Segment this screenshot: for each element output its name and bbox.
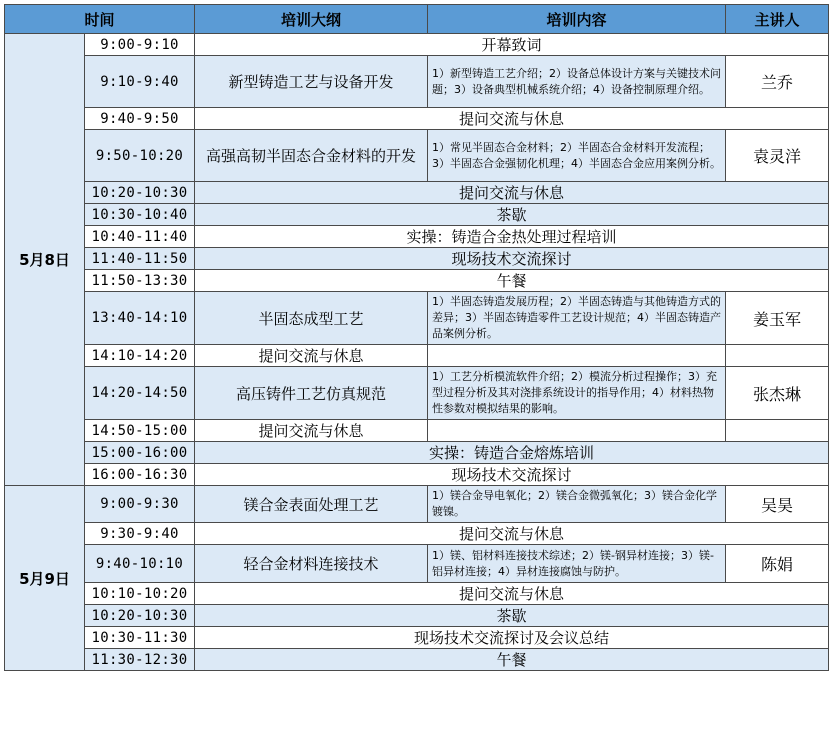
time-cell: 11:30-12:30 (85, 649, 195, 671)
time-cell: 16:00-16:30 (85, 464, 195, 486)
schedule-row (5, 442, 829, 464)
content-cell: 1）新型铸造工艺介绍；2）设备总体设计方案与关键技术问题；3）设备典型机械系统介绍；4）设备控制原理介绍。 (428, 56, 726, 108)
schedule-row (5, 583, 829, 605)
schedule-row (5, 345, 829, 367)
header-content: 培训内容 (428, 5, 726, 34)
lecturer-cell: 陈娟 (726, 545, 829, 583)
topic-cell: 轻合金材料连接技术 (195, 545, 428, 583)
session-span-cell: 茶歇 (195, 204, 829, 226)
topic-cell: 提问交流与休息 (195, 420, 428, 442)
header-time: 时间 (5, 5, 195, 34)
schedule-row (5, 270, 829, 292)
lecturer-cell: 张杰琳 (726, 367, 829, 420)
topic-cell: 高压铸件工艺仿真规范 (195, 367, 428, 420)
schedule-row (5, 226, 829, 248)
schedule-row (5, 367, 829, 420)
time-cell: 15:00-16:00 (85, 442, 195, 464)
topic-cell: 高强高韧半固态合金材料的开发 (195, 130, 428, 182)
content-cell: 1）镁合金导电氧化；2）镁合金微弧氧化；3）镁合金化学镀镍。 (428, 486, 726, 523)
schedule-row (5, 605, 829, 627)
topic-cell: 新型铸造工艺与设备开发 (195, 56, 428, 108)
session-span-cell: 提问交流与休息 (195, 108, 829, 130)
session-span-cell: 午餐 (195, 270, 829, 292)
topic-cell: 提问交流与休息 (195, 345, 428, 367)
date-cell: 5月9日 (5, 486, 85, 671)
schedule-row (5, 486, 829, 523)
time-cell: 10:10-10:20 (85, 583, 195, 605)
time-cell: 10:30-11:30 (85, 627, 195, 649)
time-cell: 9:00-9:30 (85, 486, 195, 523)
schedule-row (5, 108, 829, 130)
content-cell (428, 420, 726, 442)
schedule-row (5, 464, 829, 486)
time-cell: 9:40-9:50 (85, 108, 195, 130)
schedule-row (5, 182, 829, 204)
time-cell: 10:40-11:40 (85, 226, 195, 248)
topic-cell: 半固态成型工艺 (195, 292, 428, 345)
session-span-cell: 茶歇 (195, 605, 829, 627)
schedule-row (5, 34, 829, 56)
schedule-row (5, 523, 829, 545)
time-cell: 14:20-14:50 (85, 367, 195, 420)
session-span-cell: 实操：铸造合金热处理过程培训 (195, 226, 829, 248)
lecturer-cell (726, 420, 829, 442)
header-lecturer: 主讲人 (726, 5, 829, 34)
time-cell: 13:40-14:10 (85, 292, 195, 345)
content-cell: 1）镁、铝材料连接技术综述；2）镁-钢异材连接；3）镁-铝异材连接；4）异材连接腐蚀与防护。 (428, 545, 726, 583)
session-span-cell: 现场技术交流探讨 (195, 248, 829, 270)
session-span-cell: 现场技术交流探讨及会议总结 (195, 627, 829, 649)
lecturer-cell: 兰乔 (726, 56, 829, 108)
time-cell: 9:10-9:40 (85, 56, 195, 108)
time-cell: 9:40-10:10 (85, 545, 195, 583)
header-row (5, 5, 829, 34)
schedule-row (5, 248, 829, 270)
header-outline: 培训大纲 (195, 5, 428, 34)
time-cell: 9:30-9:40 (85, 523, 195, 545)
time-cell: 9:50-10:20 (85, 130, 195, 182)
schedule-row (5, 204, 829, 226)
time-cell: 9:00-9:10 (85, 34, 195, 56)
lecturer-cell: 吴昊 (726, 486, 829, 523)
schedule-row (5, 56, 829, 108)
session-span-cell: 现场技术交流探讨 (195, 464, 829, 486)
session-span-cell: 提问交流与休息 (195, 523, 829, 545)
schedule-row (5, 292, 829, 345)
session-span-cell: 午餐 (195, 649, 829, 671)
schedule-body (5, 34, 829, 671)
session-span-cell: 开幕致词 (195, 34, 829, 56)
content-cell: 1）工艺分析模流软件介绍；2）模流分析过程操作；3）充型过程分析及其对浇排系统设计的指导作用；4）材料热物性参数对模拟结果的影响。 (428, 367, 726, 420)
content-cell (428, 345, 726, 367)
session-span-cell: 实操：铸造合金熔炼培训 (195, 442, 829, 464)
session-span-cell: 提问交流与休息 (195, 182, 829, 204)
schedule-row (5, 420, 829, 442)
lecturer-cell: 袁灵洋 (726, 130, 829, 182)
time-cell: 14:50-15:00 (85, 420, 195, 442)
schedule-row (5, 130, 829, 182)
topic-cell: 镁合金表面处理工艺 (195, 486, 428, 523)
schedule-row (5, 627, 829, 649)
date-cell: 5月8日 (5, 34, 85, 486)
lecturer-cell (726, 345, 829, 367)
schedule-table (4, 4, 829, 671)
time-cell: 14:10-14:20 (85, 345, 195, 367)
time-cell: 11:40-11:50 (85, 248, 195, 270)
time-cell: 10:20-10:30 (85, 605, 195, 627)
session-span-cell: 提问交流与休息 (195, 583, 829, 605)
time-cell: 10:30-10:40 (85, 204, 195, 226)
time-cell: 11:50-13:30 (85, 270, 195, 292)
content-cell: 1）半固态铸造发展历程；2）半固态铸造与其他铸造方式的差异；3）半固态铸造零件工艺设计规范；4）半固态铸造产品案例分析。 (428, 292, 726, 345)
content-cell: 1）常见半固态合金材料；2）半固态合金材料开发流程；3）半固态合金强韧化机理；4）半固态合金应用案例分析。 (428, 130, 726, 182)
schedule-row (5, 649, 829, 671)
lecturer-cell: 姜玉军 (726, 292, 829, 345)
schedule-row (5, 545, 829, 583)
time-cell: 10:20-10:30 (85, 182, 195, 204)
